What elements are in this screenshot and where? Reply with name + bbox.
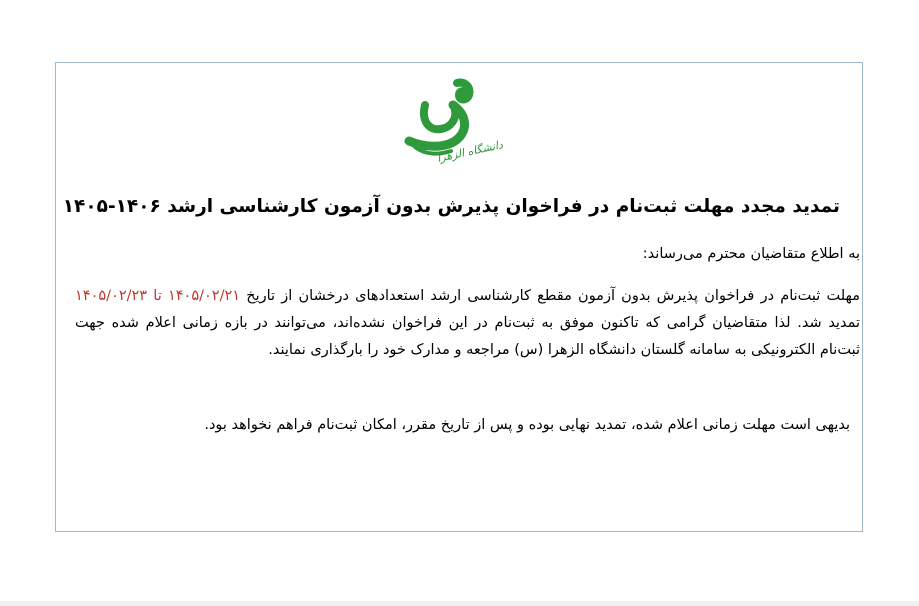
university-logo [395,75,515,171]
announcement-title: تمدید مجدد مهلت ثبت‌نام در فراخوان پذیرش بدون آزمون کارشناسی ارشد ۱۴۰۶-۱۴۰۵ [62,196,840,217]
closing-text: بدیهی است مهلت زمانی اعلام شده، تمدید نهایی بوده و پس از تاریخ مقرر، امکان ثبت‌نام فراهم نخواهد بود. [204,417,850,433]
greeting-text: به اطلاع متقاضیان محترم می‌رساند: [642,246,860,262]
date-from: ۱۴۰۵/۰۲/۲۱ [167,288,241,304]
logo-caption: دانشگاه الزهرا [435,138,505,165]
body-part2: تمدید شد. لذا متقاضیان گرامی که تاکنون موفق به ثبت‌نام در این فراخوان نشده‌اند، می‌توانند در بازه زمانی اعلام شده جهت ثبت‌نام الکترونیکی به سامانه گلستان دانشگاه الزهرا (س) مراجعه و مدارک خود را بارگذاری نمایند. [75,315,860,358]
announcement-body [75,283,860,364]
page-bottom-edge [0,601,919,606]
body-part1: مهلت ثبت‌نام در فراخوان پذیرش بدون آزمون مقطع کارشناسی ارشد استعدادهای درخشان از تاریخ [240,288,861,304]
date-to: ۱۴۰۵/۰۲/۲۳ [75,288,148,304]
date-conjunction: تا [147,288,168,304]
